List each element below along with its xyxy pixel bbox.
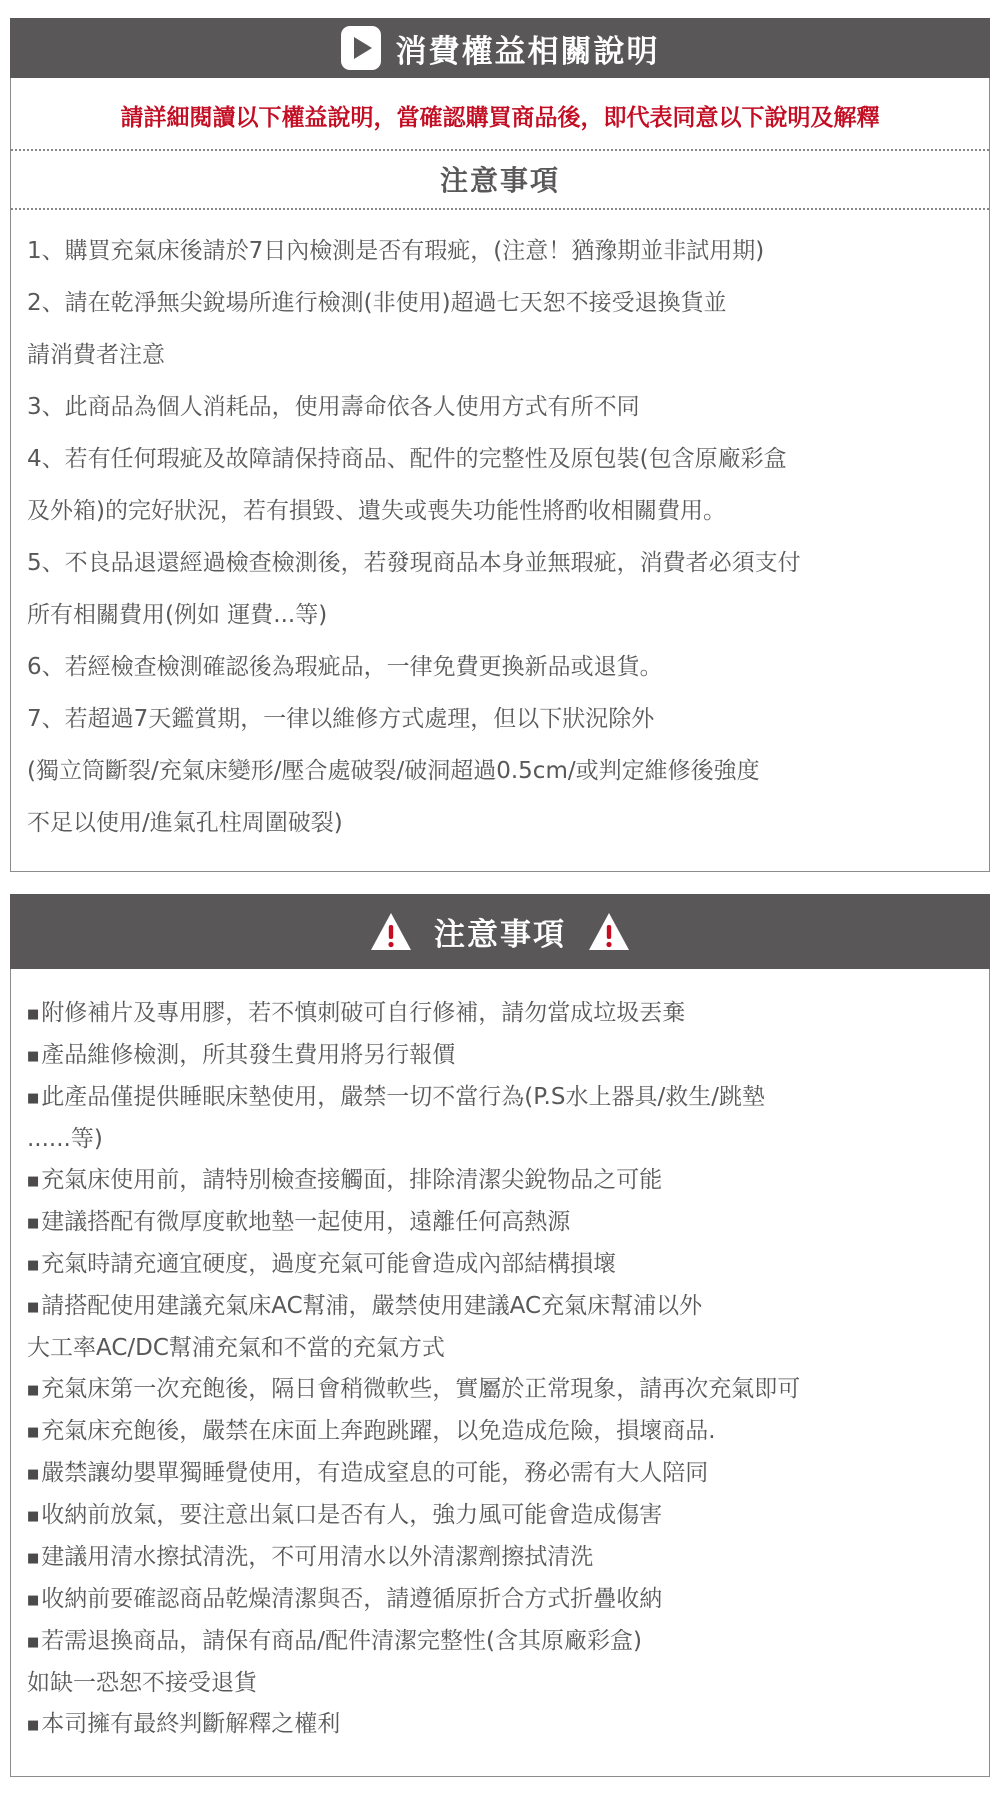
note-line: ■嚴禁讓幼嬰單獨睡覺使用，有造成窒息的可能，務必需有大人陪同	[27, 1460, 709, 1486]
cautions-body	[10, 969, 990, 1777]
note-line: ■此產品僅提供睡眠床墊使用，嚴禁一切不當行為(P.S水上器具/救生/跳墊	[27, 1084, 765, 1110]
term-line: 不足以使用/進氣孔柱周圍破裂)	[27, 810, 343, 836]
play-icon	[341, 26, 381, 70]
terms-subheading: 注意事項	[439, 164, 560, 197]
term-line: 4、若有任何瑕疵及故障請保持商品、配件的完整性及原包裝(包含原廠彩盒	[27, 446, 787, 472]
note-line: ■本司擁有最終判斷解釋之權利	[27, 1711, 341, 1737]
bullet-square-icon: ■	[27, 1509, 40, 1524]
note-line: ■產品維修檢測，所其發生費用將另行報價	[27, 1042, 456, 1068]
bullet-square-icon: ■	[27, 1425, 40, 1440]
term-line: 2、請在乾淨無尖銳場所進行檢測(非使用)超過七天恕不接受退換貨並	[27, 290, 727, 316]
term-line: 7、若超過7天鑑賞期，一律以維修方式處理，但以下狀況除外	[27, 706, 655, 732]
bullet-square-icon: ■	[27, 1216, 40, 1231]
note-line: ■充氣床充飽後，嚴禁在床面上奔跑跳躍，以免造成危險，損壞商品.	[27, 1418, 716, 1444]
note-line: ■充氣時請充適宜硬度，過度充氣可能會造成內部結構損壞	[27, 1251, 617, 1277]
warning-triangle-icon	[370, 912, 412, 952]
section-title: 注意事項	[434, 917, 566, 953]
bullet-square-icon: ■	[27, 1467, 40, 1482]
note-line: ■充氣床第一次充飽後，隔日會稍微軟些，實屬於正常現象，請再次充氣即可	[27, 1376, 801, 1402]
term-line: 5、不良品退還經過檢查檢測後，若發現商品本身並無瑕疵，消費者必須支付	[27, 550, 801, 576]
term-line: 1、購買充氣床後請於7日內檢測是否有瑕疵，(注意！猶豫期並非試用期)	[27, 238, 765, 264]
note-line: ■建議用清水擦拭清洗，不可用清水以外清潔劑擦拭清洗	[27, 1544, 594, 1570]
note-line: ■請搭配使用建議充氣床AC幫浦，嚴禁使用建議AC充氣床幫浦以外	[27, 1293, 703, 1319]
consumer-rights-body	[10, 78, 990, 872]
note-line: ......等)	[27, 1126, 103, 1152]
cautions-section	[10, 894, 990, 1777]
term-line: 請消費者注意	[27, 342, 165, 368]
note-line: 如缺一恐恕不接受退貨	[27, 1670, 257, 1696]
cautions-header	[10, 894, 990, 969]
bullet-square-icon: ■	[27, 1091, 40, 1106]
purchase-agreement-notice: 請詳細閱讀以下權益說明，當確認購買商品後，即代表同意以下說明及解釋	[120, 105, 880, 131]
bullet-square-icon: ■	[27, 1258, 40, 1273]
warning-triangle-icon	[588, 912, 630, 952]
note-line: ■若需退換商品，請保有商品/配件清潔完整性(含其原廠彩盒)	[27, 1628, 642, 1654]
note-line: ■附修補片及專用膠，若不慎刺破可自行修補，請勿當成垃圾丟棄	[27, 1000, 686, 1026]
note-line: ■充氣床使用前，請特別檢查接觸面，排除清潔尖銳物品之可能	[27, 1167, 663, 1193]
bullet-square-icon: ■	[27, 1383, 40, 1398]
bullet-square-icon: ■	[27, 1300, 40, 1315]
bullet-square-icon: ■	[27, 1593, 40, 1608]
note-line: ■收納前放氣，要注意出氣口是否有人，強力風可能會造成傷害	[27, 1502, 663, 1528]
term-line: 3、此商品為個人消耗品，使用壽命依各人使用方式有所不同	[27, 394, 640, 420]
section-title: 消費權益相關說明	[395, 33, 660, 70]
notes-list	[11, 969, 989, 1776]
terms-subheading-band	[11, 149, 989, 210]
consumer-rights-section	[10, 18, 990, 872]
note-line: ■收納前要確認商品乾燥清潔與否，請遵循原折合方式折疊收納	[27, 1586, 663, 1612]
term-line: 6、若經檢查檢測確認後為瑕疵品，一律免費更換新品或退貨。	[27, 654, 663, 680]
consumer-rights-header	[10, 18, 990, 78]
note-line: ■建議搭配有微厚度軟地墊一起使用，遠離任何高熱源	[27, 1209, 571, 1235]
bullet-square-icon: ■	[27, 1007, 40, 1022]
bullet-square-icon: ■	[27, 1174, 40, 1189]
terms-list	[11, 210, 989, 871]
note-line: 大工率AC/DC幫浦充氣和不當的充氣方式	[27, 1335, 445, 1361]
term-line: 所有相關費用(例如 運費...等)	[27, 602, 328, 628]
term-line: (獨立筒斷裂/充氣床變形/壓合處破裂/破洞超過0.5cm/或判定維修後強度	[27, 758, 760, 784]
bullet-square-icon: ■	[27, 1049, 40, 1064]
bullet-square-icon: ■	[27, 1635, 40, 1650]
bullet-square-icon: ■	[27, 1718, 40, 1733]
bullet-square-icon: ■	[27, 1551, 40, 1566]
term-line: 及外箱)的完好狀況，若有損毀、遺失或喪失功能性將酌收相關費用。	[27, 498, 726, 524]
